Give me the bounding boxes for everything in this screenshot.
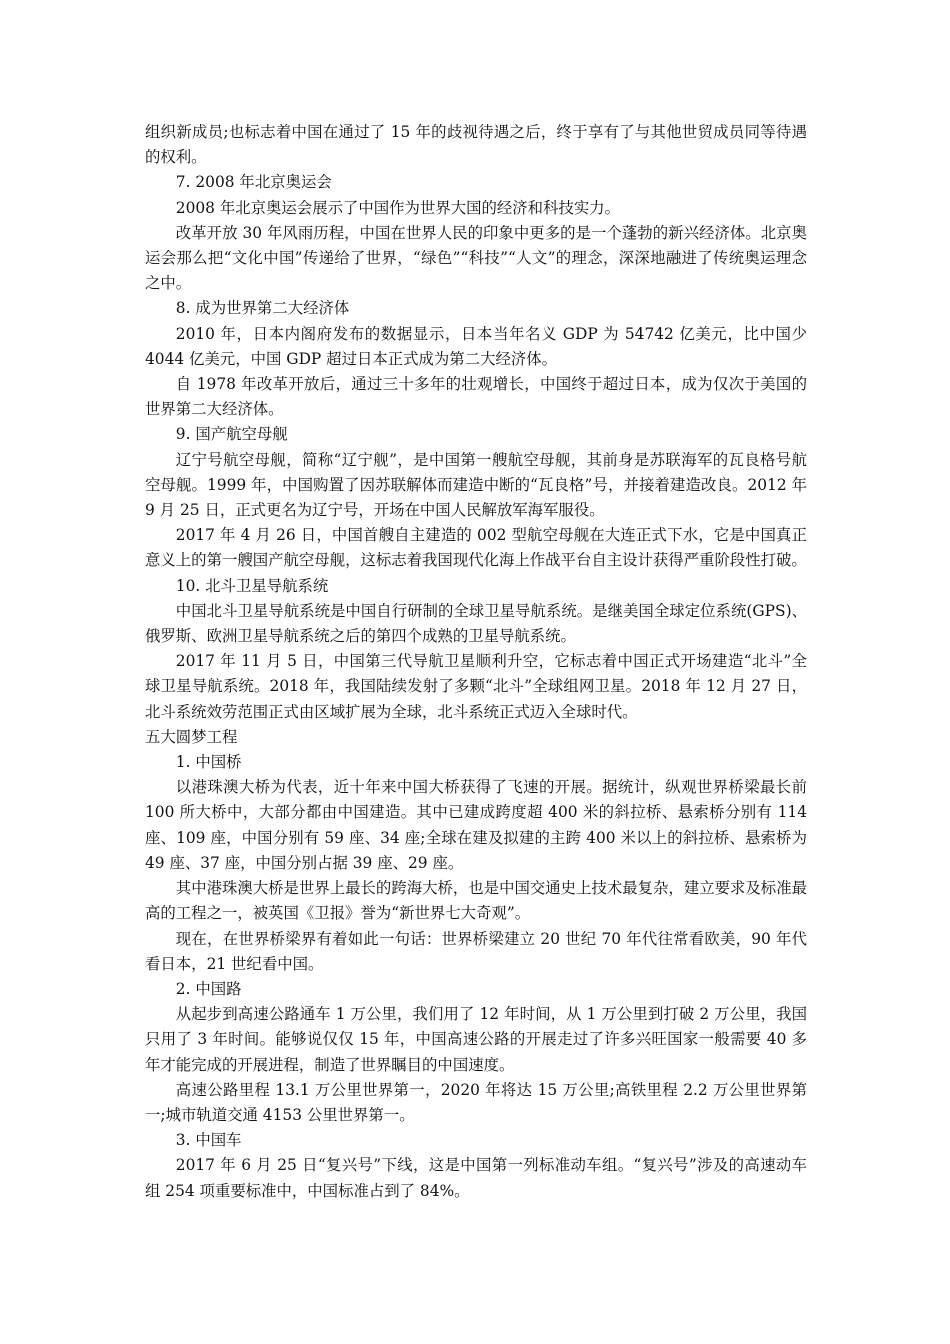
paragraph: 2017 年 6 月 25 日“复兴号”下线，这是中国第一列标准动车组。“复兴号”涉及的高速动车组 254 项重要标准中，中国标准占到了 84%。 bbox=[145, 1156, 807, 1200]
paragraph: 从起步到高速公路通车 1 万公里，我们用了 12 年时间，从 1 万公里到打破 2 万公里，我国只用了 3 年时间。能够说仅仅 15 年，中国高速公路的开展走过了许多兴旺国家一般需要 40 多年才能完成的开展进程，制造了世界瞩目的中国速度。 bbox=[145, 1005, 807, 1074]
part-heading: 五大圆梦工程 bbox=[145, 727, 238, 746]
paragraph: 辽宁号航空母舰，简称“辽宁舰”，是中国第一艘航空母舰，其前身是苏联海军的瓦良格号航空母舰。1999 年，中国购置了因苏联解体而建造中断的“瓦良格”号，并接着建造改良。2012 年 9 月 25 日，正式更名为辽宁号，开场在中国人民解放军海军服役。 bbox=[145, 450, 807, 520]
section-heading: 8. 成为世界第二大经济体 bbox=[175, 299, 350, 318]
paragraph: 2008 年北京奥运会展示了中国作为世界大国的经济和科技实力。 bbox=[175, 198, 621, 217]
paragraph: 高速公路里程 13.1 万公里世界第一，2020 年将达 15 万公里;高铁里程 2.2 万公里世界第一;城市轨道交通 4153 公里世界第一。 bbox=[145, 1080, 807, 1124]
paragraph: 现在，在世界桥梁界有着如此一句话：世界桥梁建立 20 世纪 70 年代往常看欧美，90 年代看日本，21 世纪看中国。 bbox=[145, 929, 807, 973]
paragraph: 组织新成员;也标志着中国在通过了 15 年的歧视待遇之后，终于享有了与其他世贸成员同等待遇的权利。 bbox=[145, 123, 807, 167]
paragraph: 改革开放 30 年风雨历程，中国在世界人民的印象中更多的是一个蓬勃的新兴经济体。北京奥运会那么把“文化中国”传递给了世界，“绿色”“科技”“人文”的理念，深深地融进了传统奥运理念之中。 bbox=[145, 223, 807, 293]
section-heading: 2. 中国路 bbox=[175, 979, 242, 998]
section-heading: 1. 中国桥 bbox=[175, 753, 242, 772]
section-heading: 3. 中国车 bbox=[175, 1131, 242, 1150]
paragraph: 2017 年 11 月 5 日，中国第三代导航卫星顺利升空，它标志着中国正式开场建造“北斗”全球卫星导航系统。2018 年，我国陆续发射了多颗“北斗”全球组网卫星。2018 年 12 月 27 日，北斗系统效劳范围正式由区域扩展为全球，北斗系统正式迈入全球时代。 bbox=[145, 652, 807, 721]
section-heading: 10. 北斗卫星导航系统 bbox=[175, 576, 329, 595]
paragraph: 自 1978 年改革开放后，通过三十多年的壮观增长，中国终于超过日本，成为仅次于美国的世界第二大经济体。 bbox=[145, 375, 807, 419]
section-heading: 9. 国产航空母舰 bbox=[175, 425, 288, 444]
paragraph: 中国北斗卫星导航系统是中国自行研制的全球卫星导航系统。是继美国全球定位系统(GPS)、俄罗斯、欧洲卫星导航系统之后的第四个成熟的卫星导航系统。 bbox=[145, 601, 807, 646]
paragraph: 2017 年 4 月 26 日，中国首艘自主建造的 002 型航空母舰在大连正式下水，它是中国真正意义上的第一艘国产航空母舰，这标志着我国现代化海上作战平台自主设计获得严重阶段性打破。 bbox=[145, 526, 807, 570]
paragraph: 其中港珠澳大桥是世界上最长的跨海大桥，也是中国交通史上技术最复杂，建立要求及标准最高的工程之一，被英国《卫报》誉为“新世界七大奇观”。 bbox=[145, 879, 807, 923]
document-body bbox=[145, 120, 807, 1204]
paragraph: 2010 年，日本内阁府发布的数据显示，日本当年名义 GDP 为 54742 亿美元，比中国少 4044 亿美元，中国 GDP 超过日本正式成为第二大经济体。 bbox=[145, 324, 807, 368]
section-heading: 7. 2008 年北京奥运会 bbox=[175, 173, 332, 192]
paragraph: 以港珠澳大桥为代表，近十年来中国大桥获得了飞速的开展。据统计，纵观世界桥梁最长前 100 所大桥中，大部分都由中国建造。其中已建成跨度超 400 米的斜拉桥、悬索桥分别有 114 座、109 座，中国分别有 59 座、34 座;全球在建及拟建的主跨 400 米以上的斜拉桥、悬索桥为 49 座、37 座，中国分别占据 39 座、29 座。 bbox=[145, 778, 807, 872]
